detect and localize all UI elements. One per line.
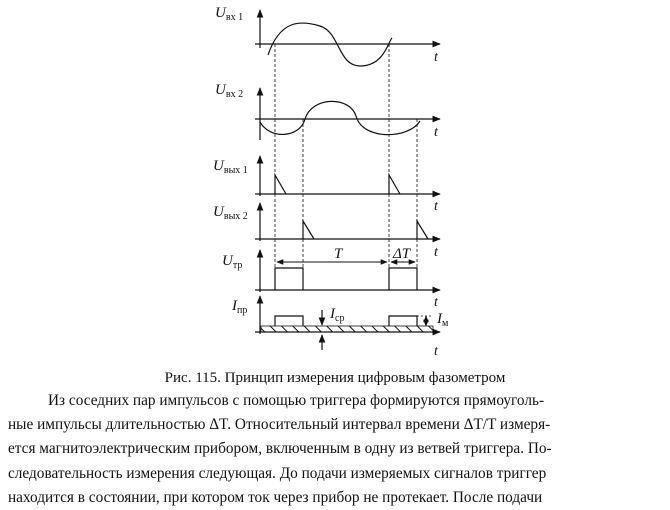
square-u-tr — [275, 268, 417, 290]
paragraph-line: ные импульсы длительностью ΔT. Относительный интервал времени ΔT/T измеря- — [8, 416, 551, 434]
t-label-5: t — [434, 295, 438, 310]
t-label-3: t — [434, 199, 438, 214]
t-label-4: t — [434, 245, 438, 260]
pulse-u-out2 — [303, 221, 428, 239]
paragraph-line: Из соседних пар импульсов с помощью триггера формируются прямоуголь- — [48, 392, 545, 409]
axis-u-in1 — [255, 10, 440, 48]
label-i-pr: $I_{пр}$ — [232, 298, 248, 316]
label-u-in1: $U_{вх 1}$ — [215, 5, 244, 23]
paragraph-line: ется магнитоэлектрическим прибором, включенным в одну из ветвей триггера. По- — [8, 440, 552, 458]
label-i-sr: $I_{ср}$ — [330, 306, 345, 324]
t-label-2: t — [434, 125, 438, 140]
body-paragraph — [8, 389, 664, 510]
axis-u-out2 — [255, 203, 440, 241]
label-u-out2: $U_{вых 2}$ — [213, 204, 248, 222]
square-i-pr — [275, 316, 417, 326]
label-u-tr: $U_{тр}$ — [222, 253, 243, 271]
label-i-m: $I_м$ — [437, 311, 449, 329]
label-delta-t: ΔT — [393, 246, 411, 262]
label-u-out1: $U_{вых 1}$ — [213, 158, 248, 176]
wave-u-in2 — [260, 101, 420, 134]
figure-caption: Рис. 115. Принцип измерения цифровым фазометром — [164, 370, 506, 386]
axis-u-in2 — [255, 88, 440, 140]
pulse-u-out1 — [275, 175, 400, 194]
t-label-1: t — [434, 50, 438, 65]
paragraph-line: находится в состоянии, при котором ток через прибор не протекает. После подачи — [8, 488, 543, 506]
paragraph-line: следовательность измерения следующая. До подачи измеряемых сигналов триггер — [8, 464, 547, 482]
axis-u-out1 — [255, 156, 440, 196]
t-label-6: t — [434, 344, 438, 359]
hatched-average-band — [261, 326, 433, 332]
axis-u-tr — [255, 250, 440, 292]
label-period: T — [334, 246, 343, 262]
label-u-in2: $U_{вх 2}$ — [215, 82, 244, 100]
